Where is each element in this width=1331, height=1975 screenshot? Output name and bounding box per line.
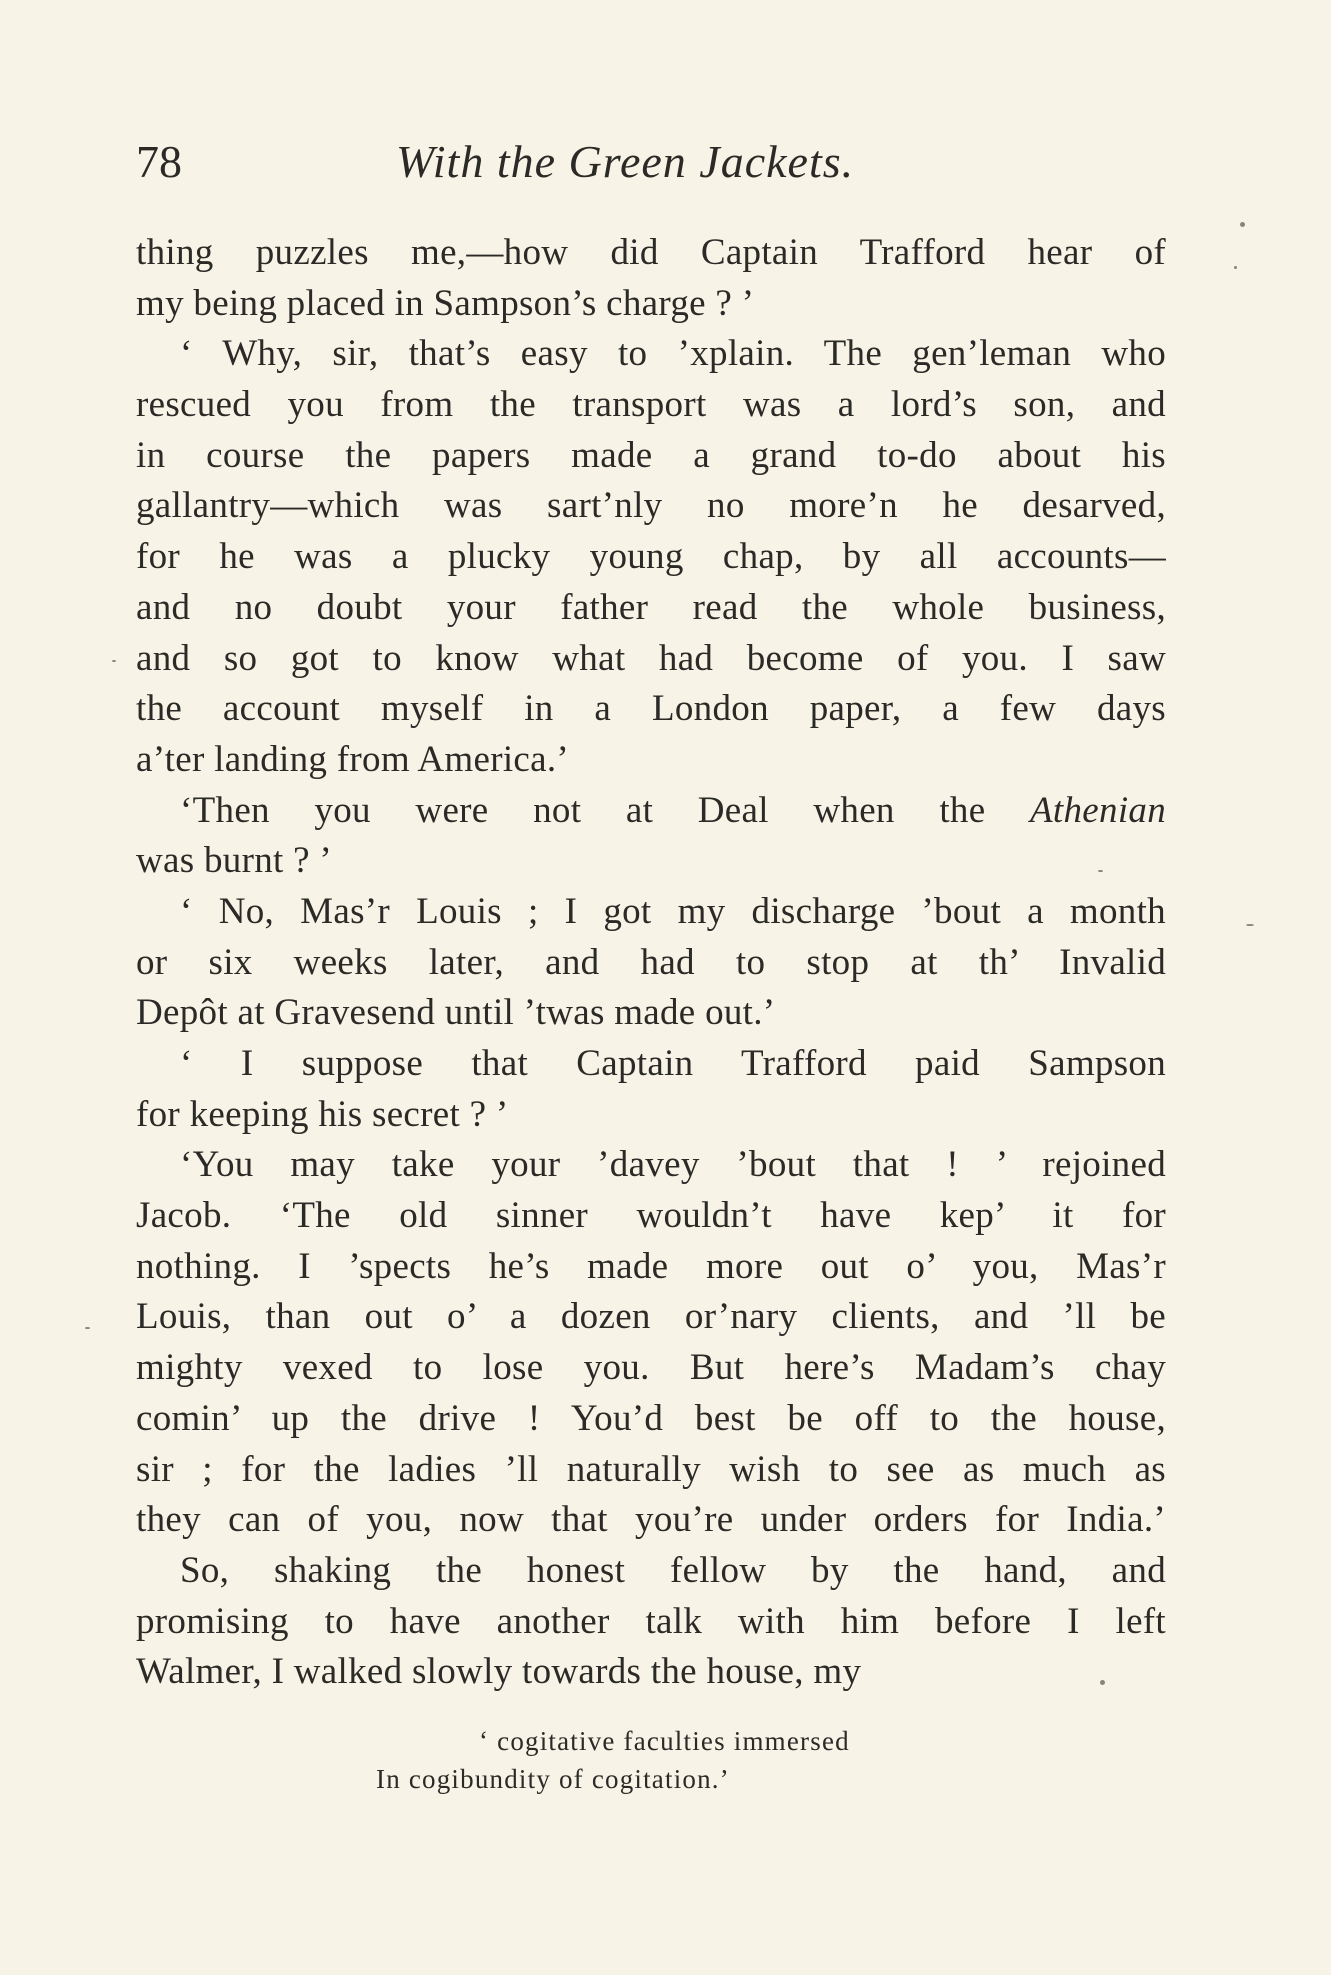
text-line xyxy=(136,1394,1166,1445)
italic-ship-name: Athenian xyxy=(1030,789,1166,831)
text-line-content: for he was a plucky young chap, by all accounts— xyxy=(136,536,1166,578)
text-line xyxy=(136,228,1166,279)
text-line-content: ‘Then you were not at Deal when the xyxy=(180,789,1031,831)
running-title: With the Green Jackets. xyxy=(396,136,855,187)
text-line xyxy=(136,988,1166,1039)
text-line xyxy=(136,329,1166,380)
text-line xyxy=(136,1090,1166,1141)
paper-speck xyxy=(112,660,116,662)
text-line-content: promising to have another talk with him before I left xyxy=(136,1600,1166,1642)
text-line-content: and no doubt your father read the whole business, xyxy=(136,586,1166,628)
text-line-content: for keeping his secret ? ’ xyxy=(136,1093,509,1135)
block-quote xyxy=(136,1722,1166,1798)
text-line-content: Jacob. ‘The old sinner wouldn’t have kep’ it for xyxy=(136,1195,1166,1237)
text-line xyxy=(136,380,1166,431)
text-line-content: in course the papers made a grand to-do about his xyxy=(136,434,1166,476)
text-line-content: thing puzzles me,—how did Captain Trafford hear of xyxy=(136,232,1166,273)
text-line-content: ‘ I suppose that Captain Trafford paid Sampson xyxy=(180,1043,1166,1084)
text-line xyxy=(136,431,1166,482)
page-header xyxy=(136,132,1156,192)
text-line-content: Depôt at Gravesend until ’twas made out.’ xyxy=(136,992,776,1034)
text-line xyxy=(136,532,1166,583)
text-line xyxy=(136,1292,1166,1343)
text-line xyxy=(136,583,1166,634)
page-number: 78 xyxy=(136,136,182,187)
paper-speck xyxy=(1098,870,1103,872)
text-line xyxy=(136,634,1166,685)
text-line xyxy=(136,1546,1166,1597)
text-line xyxy=(136,1039,1166,1090)
text-line-content: comin’ up the drive ! You’d best be off to the house, xyxy=(136,1397,1166,1439)
text-line xyxy=(136,938,1166,989)
quote-line: In cogibundity of cogitation.’ xyxy=(376,1764,730,1794)
text-line xyxy=(136,481,1166,532)
text-line xyxy=(136,1140,1166,1191)
text-line xyxy=(136,836,1166,887)
paper-speck xyxy=(1100,1680,1105,1685)
paper-speck xyxy=(1246,924,1254,926)
text-line xyxy=(136,786,1166,837)
text-line-content: gallantry—which was sart’nly no more’n he desarved, xyxy=(136,485,1166,527)
text-line-content: ‘You may take your ’davey ’bout that ! ’ rejoined xyxy=(180,1144,1166,1186)
text-line-content: ‘ No, Mas’r Louis ; I got my discharge ’bout a month xyxy=(180,890,1166,932)
paper-speck xyxy=(85,1327,90,1329)
text-line xyxy=(136,684,1166,735)
text-line-content: Walmer, I walked slowly towards the house, my xyxy=(136,1651,862,1693)
paper-speck xyxy=(1234,266,1237,269)
text-line-content: mighty vexed to lose you. But here’s Madam’s chay xyxy=(136,1347,1166,1389)
text-line xyxy=(136,1445,1166,1496)
text-line-content: or six weeks later, and had to stop at th’ Invalid xyxy=(136,941,1166,983)
text-line-content: the account myself in a London paper, a few days xyxy=(136,688,1166,730)
text-line xyxy=(136,1343,1166,1394)
text-line-content: a’ter landing from America.’ xyxy=(136,738,570,780)
text-line-content: So, shaking the honest fellow by the hand, and xyxy=(180,1549,1166,1591)
text-line xyxy=(136,1242,1166,1293)
text-line xyxy=(136,887,1166,938)
text-line xyxy=(136,735,1166,786)
text-line xyxy=(136,1495,1166,1546)
text-line xyxy=(136,1597,1166,1648)
text-line-content: rescued you from the transport was a lord’s son, and xyxy=(136,384,1166,426)
text-line-content: nothing. I ’spects he’s made more out o’ you, Mas’r xyxy=(136,1245,1166,1287)
quote-line: ‘ cogitative faculties immersed xyxy=(479,1726,850,1756)
text-line-content: and so got to know what had become of you. I saw xyxy=(136,637,1166,679)
text-line xyxy=(136,1191,1166,1242)
text-line-content: sir ; for the ladies ’ll naturally wish to see as much as xyxy=(136,1448,1166,1490)
text-line-content: my being placed in Sampson’s charge ? ’ xyxy=(136,282,755,324)
paper-speck xyxy=(1240,222,1245,227)
text-line-content: Louis, than out o’ a dozen or’nary clients, and ’ll be xyxy=(136,1296,1166,1338)
text-line-content: was burnt ? ’ xyxy=(136,840,333,882)
text-line xyxy=(136,1647,1166,1698)
text-line-content: they can of you, now that you’re under orders for India.’ xyxy=(136,1499,1166,1541)
text-line-content: ‘ Why, sir, that’s easy to ’xplain. The gen’leman who xyxy=(180,333,1166,375)
body-text xyxy=(136,228,1166,1698)
text-line xyxy=(136,279,1166,330)
